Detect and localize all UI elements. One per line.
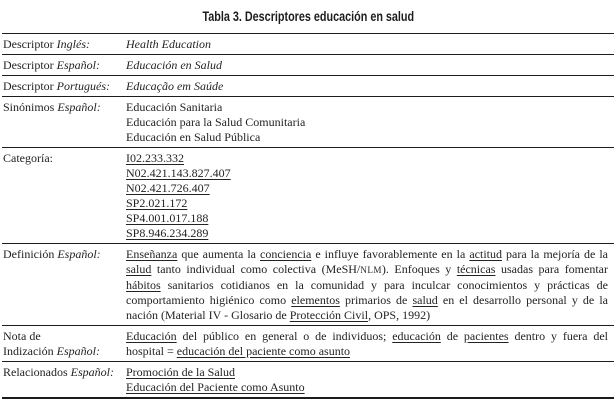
text-segment: primarios de <box>339 293 413 307</box>
text-segment: para la mejoría de la <box>501 247 608 261</box>
value-line <box>126 181 608 196</box>
table-row-definicion-espanol <box>2 244 614 326</box>
value-line <box>126 226 608 241</box>
value-line <box>126 37 608 52</box>
text-segment: dentro y fuera del hospital = <box>126 329 609 358</box>
underlined-term: salud <box>126 262 152 276</box>
value-line <box>126 79 608 94</box>
text-segment: Descriptor <box>3 79 57 93</box>
table-row-nota-indizacion-espanol <box>2 326 614 362</box>
underlined-term: hábitos <box>126 278 161 292</box>
value-line <box>126 211 608 226</box>
text-segment: Sinónimos <box>3 100 58 114</box>
text-segment: Descriptor <box>3 37 57 51</box>
text-segment: en el desarrollo personal y de la nación (Material IV - Glosario de <box>126 293 608 322</box>
underlined-term: SP2.021.172 <box>126 196 188 210</box>
text-segment: sanitarios cotidianos en la comunidad y para inculcar conocimientos y prácticas de comportamiento higiénico como <box>126 278 608 307</box>
row-label <box>2 365 126 380</box>
text-segment: Español: <box>57 100 101 114</box>
underlined-term: conciencia <box>260 247 312 261</box>
row-value <box>126 79 614 94</box>
row-label <box>2 151 126 166</box>
underlined-term: Educación <box>126 329 177 343</box>
text-segment: usadas para fomentar <box>495 262 609 276</box>
underlined-term: elementos <box>291 293 340 307</box>
underlined-term: Enseñanza <box>126 247 178 261</box>
text-segment: Educación en Salud Pública <box>126 130 261 144</box>
underlined-term: Protección Civil <box>289 308 369 322</box>
table-title: Tabla 3. Descriptores educación en salud <box>202 9 414 24</box>
value-line <box>126 380 608 395</box>
text-segment: Health Education <box>126 37 211 51</box>
value-line <box>126 365 608 380</box>
text-segment: Nota de <box>3 329 41 343</box>
text-segment: , OPS, 1992) <box>368 308 431 322</box>
text-segment: Español: <box>57 247 101 261</box>
table-row-sinonimos-espanol <box>2 97 614 148</box>
underlined-term: SP8.946.234.289 <box>126 226 209 240</box>
text-segment: Portugués: <box>56 79 110 93</box>
descriptor-table <box>2 33 614 399</box>
underlined-term: SP4.001.017.188 <box>126 211 209 225</box>
underlined-term: N02.421.143.827.407 <box>126 166 231 180</box>
document-page <box>2 0 614 399</box>
row-value <box>126 365 614 395</box>
text-segment: Español: <box>56 344 100 358</box>
text-segment: tanto individual como colectiva (MeSH/ <box>151 262 361 276</box>
underlined-term: Promoción de la Salud <box>126 365 235 379</box>
text-segment: Inglés: <box>56 37 90 51</box>
text-segment: ). Enfoques y <box>381 262 457 276</box>
underlined-term: I02.233.332 <box>126 151 184 165</box>
underlined-term: salud <box>412 293 438 307</box>
row-value <box>126 37 614 52</box>
text-segment: que aumenta la <box>177 247 260 261</box>
table-row-categoria <box>2 148 614 244</box>
row-value <box>126 247 614 323</box>
underlined-term: educación <box>392 329 441 343</box>
text-segment: Indización <box>3 344 57 358</box>
row-label <box>2 58 126 73</box>
underlined-term: pacientes <box>463 329 509 343</box>
text-segment: Relacionados <box>3 365 71 379</box>
value-line <box>126 151 608 166</box>
text-segment: Educación Sanitaria <box>126 100 223 114</box>
text-segment: Educación en Salud <box>126 58 222 72</box>
row-value <box>126 58 614 73</box>
text-segment: Español: <box>70 365 114 379</box>
value-line <box>126 247 608 323</box>
table-row-descriptor-espanol <box>2 55 614 76</box>
value-line <box>126 58 608 73</box>
text-segment: del público en general o de individuos; <box>176 329 393 343</box>
table-caption <box>2 0 614 33</box>
value-line <box>126 100 608 115</box>
row-label <box>2 329 126 359</box>
row-label <box>2 100 126 115</box>
row-value <box>126 329 614 359</box>
value-line <box>126 115 608 130</box>
row-value <box>126 151 614 241</box>
value-line <box>126 130 608 145</box>
row-label <box>2 79 126 94</box>
text-segment: Español: <box>56 58 100 72</box>
underlined-term: Educación del Paciente como Asunto <box>126 380 305 394</box>
table-row-descriptor-portugues <box>2 76 614 97</box>
text-segment: Educação em Saúde <box>126 79 224 93</box>
row-value <box>126 100 614 145</box>
text-segment: Categoría: <box>3 151 53 165</box>
table-row-relacionados-espanol <box>2 362 614 399</box>
underlined-term: N02.421.726.407 <box>126 181 210 195</box>
text-segment: Descriptor <box>3 58 57 72</box>
row-label <box>2 37 126 52</box>
text-segment: Definición <box>3 247 58 261</box>
table-row-descriptor-ingles <box>2 34 614 55</box>
value-line <box>126 196 608 211</box>
underlined-term: actitud <box>469 247 502 261</box>
text-segment: de <box>440 329 464 343</box>
value-line <box>126 166 608 181</box>
text-segment: e influye favorablemente en la <box>311 247 470 261</box>
text-segment: Educación para la Salud Comunitaria <box>126 115 306 129</box>
value-line <box>126 329 608 359</box>
underlined-term: técnicas <box>456 262 496 276</box>
text-segment: NLM <box>360 265 382 275</box>
underlined-term: educación del paciente como asunto <box>176 344 351 358</box>
row-label <box>2 247 126 262</box>
